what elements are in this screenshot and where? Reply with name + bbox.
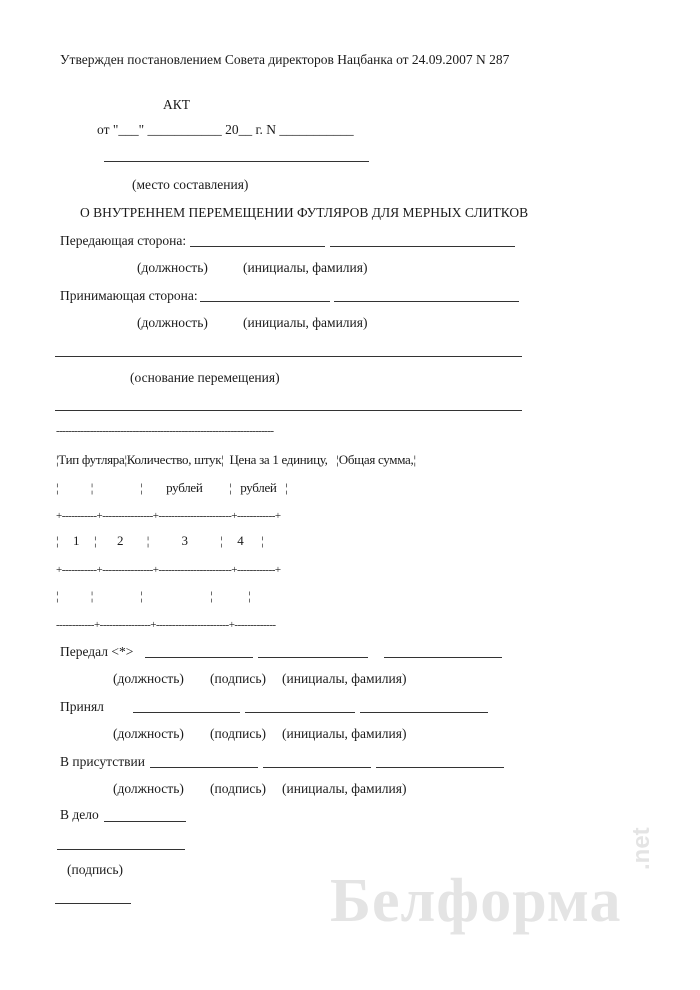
- transferred-signature-caption: (подпись): [210, 671, 267, 686]
- received-name-caption: (инициалы, фамилия): [282, 726, 407, 741]
- presence-name-line: [376, 767, 504, 768]
- presence-signature-caption: (подпись): [210, 781, 267, 796]
- receiver-name-caption: (инициалы, фамилия): [243, 315, 368, 330]
- table-numbers-row: ¦ 1 ¦ 2 ¦ 3 ¦ 4 ¦: [56, 533, 264, 548]
- act-date-line: от "___" ___________ 20__ г. N ___________: [97, 122, 354, 137]
- sender-name-line: [330, 246, 515, 247]
- transferred-position-line: [145, 657, 253, 658]
- transferred-position-caption: (должность): [113, 671, 184, 686]
- watermark-logo: Белформа: [330, 867, 622, 935]
- received-signature-caption: (подпись): [210, 726, 267, 741]
- received-signature-line: [245, 712, 355, 713]
- receiver-label: Принимающая сторона:: [60, 288, 198, 303]
- receiver-name-line: [334, 301, 519, 302]
- act-title: АКТ: [163, 97, 190, 112]
- sender-position-caption: (должность): [137, 260, 208, 275]
- table-empty-row: ¦ ¦ ¦ ¦ ¦: [56, 588, 251, 603]
- table-bottom-rule: ------------+----------------+-----------------------+-------------: [56, 619, 276, 631]
- transferred-name-line: [384, 657, 502, 658]
- receiver-position-line: [200, 301, 330, 302]
- place-line: [104, 161, 369, 162]
- table-header-row-1: ¦Тип футляра¦Количество, штук¦ Цена за 1 единицу, ¦Общая сумма,¦: [56, 452, 416, 467]
- transferred-name-caption: (инициалы, фамилия): [282, 671, 407, 686]
- file-extra-line: [55, 903, 131, 904]
- presence-label: В присутствии: [60, 754, 145, 769]
- presence-name-caption: (инициалы, фамилия): [282, 781, 407, 796]
- received-name-line: [360, 712, 488, 713]
- file-line: [104, 821, 186, 822]
- transferred-signature-line: [258, 657, 368, 658]
- file-label: В дело: [60, 807, 99, 822]
- file-signature-line: [57, 849, 185, 850]
- table-separator-2: +-----------+----------------+-----------------------+------------+: [56, 564, 281, 576]
- approval-note: Утвержден постановлением Совета директоров Нацбанка от 24.09.2007 N 287: [60, 52, 510, 67]
- received-position-caption: (должность): [113, 726, 184, 741]
- file-signature-caption: (подпись): [67, 862, 124, 877]
- sender-position-line: [190, 246, 325, 247]
- place-caption: (место составления): [132, 177, 249, 192]
- received-position-line: [133, 712, 240, 713]
- sender-label: Передающая сторона:: [60, 233, 187, 248]
- presence-position-line: [150, 767, 258, 768]
- table-top-rule: -----------------------------------------------------------------------: [56, 425, 274, 437]
- receiver-position-caption: (должность): [137, 315, 208, 330]
- table-header-row-2: ¦ ¦ ¦ рублей ¦ рублей ¦: [56, 480, 288, 495]
- basis-line-2: [55, 410, 522, 411]
- basis-caption: (основание перемещения): [130, 370, 280, 385]
- watermark-suffix: .net: [628, 827, 655, 870]
- presence-position-caption: (должность): [113, 781, 184, 796]
- sender-name-caption: (инициалы, фамилия): [243, 260, 368, 275]
- presence-signature-line: [263, 767, 371, 768]
- act-subject: О ВНУТРЕННЕМ ПЕРЕМЕЩЕНИИ ФУТЛЯРОВ ДЛЯ МЕРНЫХ СЛИТКОВ: [80, 205, 529, 220]
- table-separator-1: +-----------+----------------+-----------------------+------------+: [56, 510, 281, 522]
- transferred-label: Передал <*>: [60, 644, 134, 659]
- received-label: Принял: [60, 699, 104, 714]
- basis-line: [55, 356, 522, 357]
